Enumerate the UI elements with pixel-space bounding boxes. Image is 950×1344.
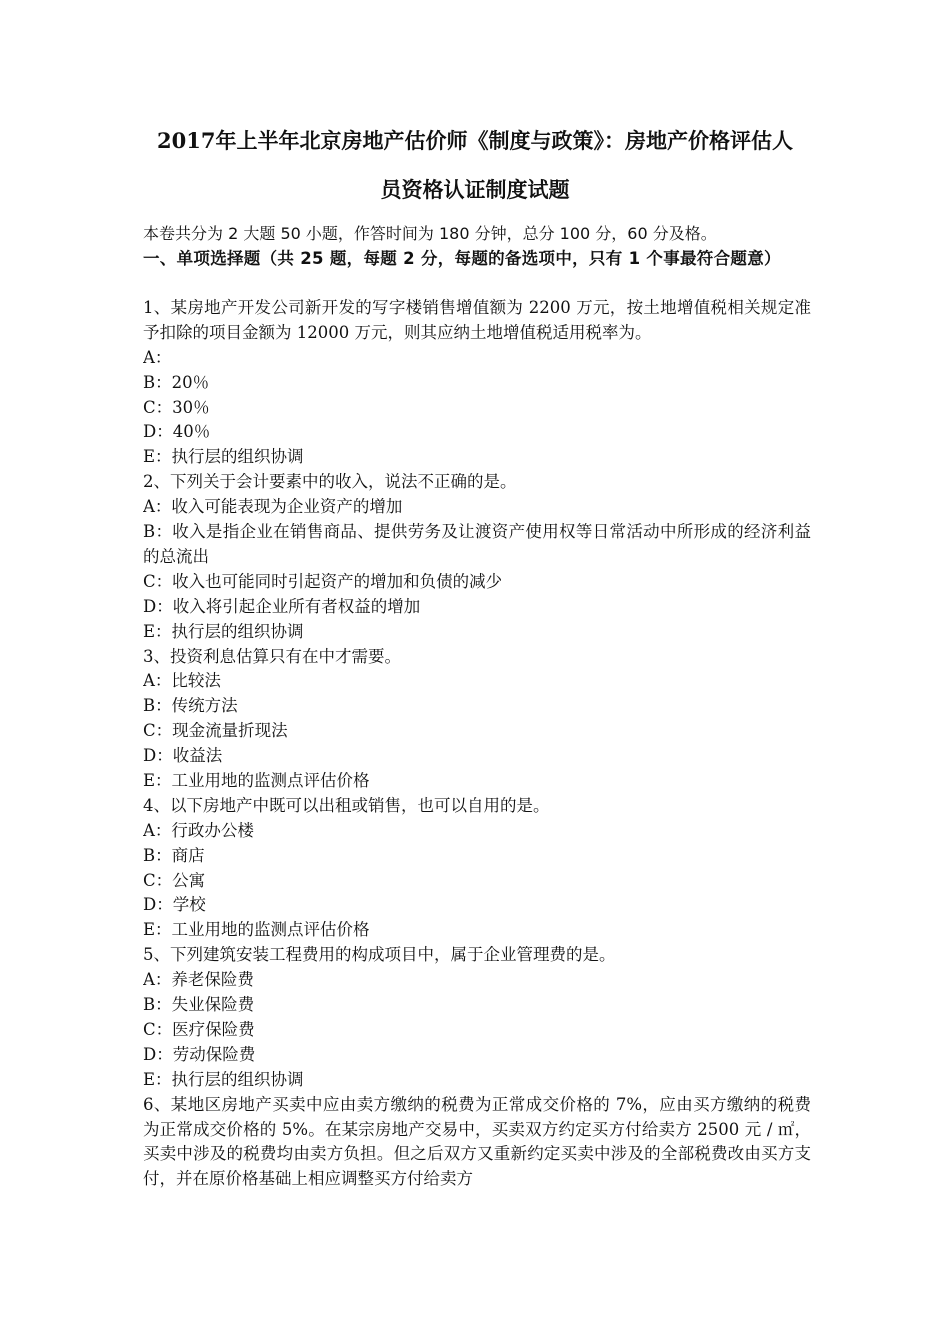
section-heading: 一、单项选择题（共 25 题，每题 2 分，每题的备选项中，只有 1 个事最符合题意） — [143, 249, 781, 268]
answer-option: B：20％ — [143, 372, 210, 392]
answer-option: B：传统方法 — [143, 696, 238, 716]
exam-intro: 本卷共分为 2 大题 50 小题，作答时间为 180 分钟，总分 100 分，60 分及格。 — [143, 224, 717, 243]
question-stem: 2、下列关于会计要素中的收入，说法不正确的是。 — [143, 472, 517, 492]
answer-option: E：执行层的组织协调 — [143, 621, 304, 641]
answer-option: A：比较法 — [143, 671, 221, 691]
answer-option: E：工业用地的监测点评估价格 — [143, 771, 370, 791]
question-stem: 3、投资利息估算只有在中才需要。 — [143, 646, 401, 666]
answer-option: D：40％ — [143, 422, 211, 442]
answer-option: B：商店 — [143, 845, 205, 865]
answer-option: E：执行层的组织协调 — [143, 1069, 304, 1089]
question-stem: 5、下列建筑安装工程费用的构成项目中，属于企业管理费的是。 — [143, 945, 616, 965]
answer-option: C：医疗保险费 — [143, 1019, 255, 1039]
document-title-line-2: 员资格认证制度试题 — [380, 177, 570, 202]
question-stem: 4、以下房地产中既可以出租或销售，也可以自用的是。 — [143, 795, 550, 815]
answer-option: C：30％ — [143, 397, 210, 417]
answer-option: D：学校 — [143, 895, 206, 915]
answer-option: A：收入可能表现为企业资产的增加 — [143, 497, 403, 517]
question-stem: 6、某地区房地产买卖中应由卖方缴纳的税费为正常成交价格的 7%，应由买方缴纳的税费为正常成交价格的 5%。在某宗房地产交易中，买卖双方约定买方付给卖方 2500 元 / ㎡，买卖中涉及的税费均由卖方负担。但之后双方又重新约定买卖中涉及的全部税费改由买方支付，并在原价格基础上相应调整买方付给卖方 — [143, 1094, 811, 1189]
answer-option: E：执行层的组织协调 — [143, 447, 304, 467]
answer-option: D：劳动保险费 — [143, 1044, 256, 1064]
answer-option: C：公寓 — [143, 870, 206, 890]
answer-option: C：收入也可能同时引起资产的增加和负债的减少 — [143, 571, 503, 591]
answer-option: B：失业保险费 — [143, 995, 255, 1015]
answer-option: A： — [143, 347, 172, 367]
answer-option: D：收入将引起企业所有者权益的增加 — [143, 596, 421, 616]
answer-option: D：收益法 — [143, 746, 223, 766]
answer-option: B：收入是指企业在销售商品、提供劳务及让渡资产使用权等日常活动中所形成的经济利益的总流出 — [143, 522, 811, 566]
question-stem: 1、某房地产开发公司新开发的写字楼销售增值额为 2200 万元，按土地增值税相关规定准予扣除的项目金额为 12000 万元，则其应纳土地增值税适用税率为。 — [143, 298, 811, 342]
document-title-line-1: 2017年上半年北京房地产估价师《制度与政策》：房地产价格评估人 — [157, 128, 793, 153]
answer-option: C：现金流量折现法 — [143, 721, 288, 741]
question-list — [143, 296, 811, 1192]
answer-option: A：养老保险费 — [143, 970, 254, 990]
answer-option: A：行政办公楼 — [143, 820, 254, 840]
answer-option: E：工业用地的监测点评估价格 — [143, 920, 370, 940]
